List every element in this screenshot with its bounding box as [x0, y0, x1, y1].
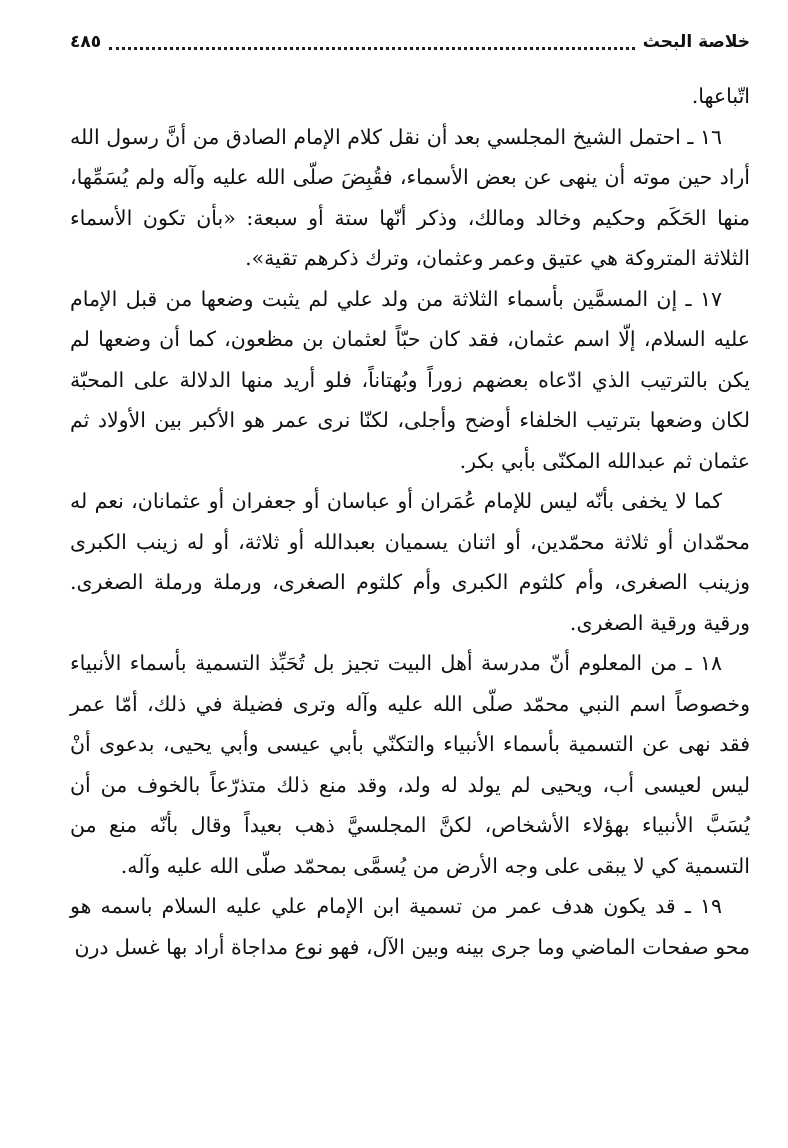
paragraph-19: ١٩ ـ قد يكون هدف عمر من تسمية ابن الإمام علي عليه السلام باسمه هو محو صفحات الماضي وما جرى بينه وبين الآل، فهو نوع مداجاة أراد بها غسل درن: [70, 894, 750, 959]
paragraph-continuation: اتّباعها.: [691, 84, 750, 108]
paragraph-18: ١٨ ـ من المعلوم أنّ مدرسة أهل البيت تجيز بل تُحَبِّذ التسمية بأسماء الأنبياء وخصوصاً اسم النبي محمّد صلّى الله عليه وآله وترى فضيلة في ذلك، أمّا عمر فقد نهى عن التسمية بأسماء الأنبياء والتكنّي بأبي عيسى وأبي يحيى، بدعوى أنْ ليس لعيسى أب، ويحيى لم يولد له ولد، وقد منع ذلك متذرّعاً بالخوف من أن يُسَبَّ الأنبياء بهؤلاء الأشخاص، لكنَّ المجلسيَّ ذهب بعيداً وقال بأنّه منع من التسمية كي لا يبقى على وجه الأرض من يُسمَّى بمحمّد صلّى الله عليه وآله.: [70, 651, 750, 878]
header-title: خلاصة البحث: [642, 32, 750, 52]
paragraph-17-continued: كما لا يخفى بأنّه ليس للإمام عُمَران أو عباسان أو جعفران أو عثمانان، نعم له محمّدان أو ثلاثة محمّدين، أو اثنان يسميان بعبدالله أو ثلاثة، أو له زينب الكبرى وزينب الصغرى، وأم كلثوم الكبرى وأم كلثوم الصغرى، ورملة ورملة الصغرى. ورقية ورقية الصغرى.: [70, 489, 750, 635]
page-body: [70, 76, 750, 967]
paragraph-17: ١٧ ـ إن المسمَّين بأسماء الثلاثة من ولد علي لم يثبت وضعها من قبل الإمام عليه السلام، إلّا اسم عثمان، فقد كان حبّاً لعثمان بن مظعون، كما أن وضعها لم يكن بالترتيب الذي ادّعاه بعضهم زوراً وبُهتاناً، فلو أريد منها الدلالة على المحبّة لكان وضعها بترتيب الخلفاء أوضح وأجلى، لكنّا نرى عمر هو الأكبر بين الأولاد ثم عثمان ثم عبدالله المكنّى بأبي بكر.: [70, 286, 750, 473]
running-header: [70, 28, 750, 56]
dot-leader: [109, 47, 635, 50]
paragraph-16: ١٦ ـ احتمل الشيخ المجلسي بعد أن نقل كلام الإمام الصادق من أنَّ رسول الله أراد حين موته أن ينهى عن بعض الأسماء، فقُبِضَ صلّى الله عليه وآله ولم يُسَمِّها، منها الحَكَم وحكيم وخالد ومالك، وذكر أنّها ستة أو سبعة: «بأن تكون الأسماء الثلاثة المتروكة هي عتيق وعمر وعثمان، وترك ذكرهم تقية».: [70, 124, 750, 270]
page-number: ٤٨٥: [70, 32, 102, 52]
